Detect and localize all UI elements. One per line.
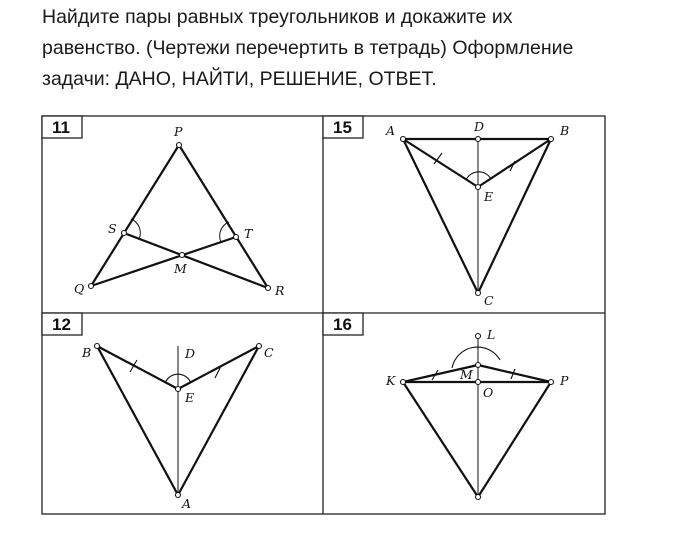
- figure-15: [385, 119, 569, 308]
- label-c: C: [264, 345, 274, 360]
- figure-11: [74, 124, 284, 298]
- label-b: B: [82, 345, 92, 360]
- label-d: D: [185, 346, 196, 361]
- label-o: O: [483, 385, 494, 400]
- label-q: Q: [74, 281, 85, 296]
- figure-12: [81, 344, 274, 512]
- task-line-1: Найдите пары равных треугольников и докажите их: [42, 6, 513, 28]
- label-a: A: [386, 123, 396, 138]
- label-k: K: [386, 373, 396, 388]
- label-e: E: [484, 189, 494, 204]
- label-s: S: [108, 221, 117, 236]
- figure-11-number: 11: [52, 118, 70, 137]
- label-l: L: [487, 327, 496, 342]
- label-c: C: [484, 293, 494, 308]
- figure-15-number: 15: [333, 118, 352, 137]
- figure-16: [385, 327, 569, 500]
- label-d: D: [474, 119, 485, 134]
- figure-12-number: 12: [52, 315, 71, 334]
- label-t: T: [244, 226, 253, 241]
- label-b: B: [560, 123, 570, 138]
- task-line-2: равенство. (Чертежи перечертить в тетрадь) Оформление: [42, 37, 574, 59]
- label-r: R: [275, 283, 285, 298]
- task-line-3: задачи: ДАНО, НАЙТИ, РЕШЕНИЕ, ОТВЕТ.: [42, 68, 437, 90]
- label-m: M: [174, 261, 187, 276]
- figure-16-number: 16: [333, 315, 352, 334]
- label-p: P: [560, 373, 569, 388]
- label-m: M: [460, 367, 473, 382]
- label-a: A: [182, 496, 192, 511]
- label-e: E: [185, 390, 195, 405]
- figure-number-boxes: [42, 116, 363, 335]
- label-p: P: [174, 124, 183, 139]
